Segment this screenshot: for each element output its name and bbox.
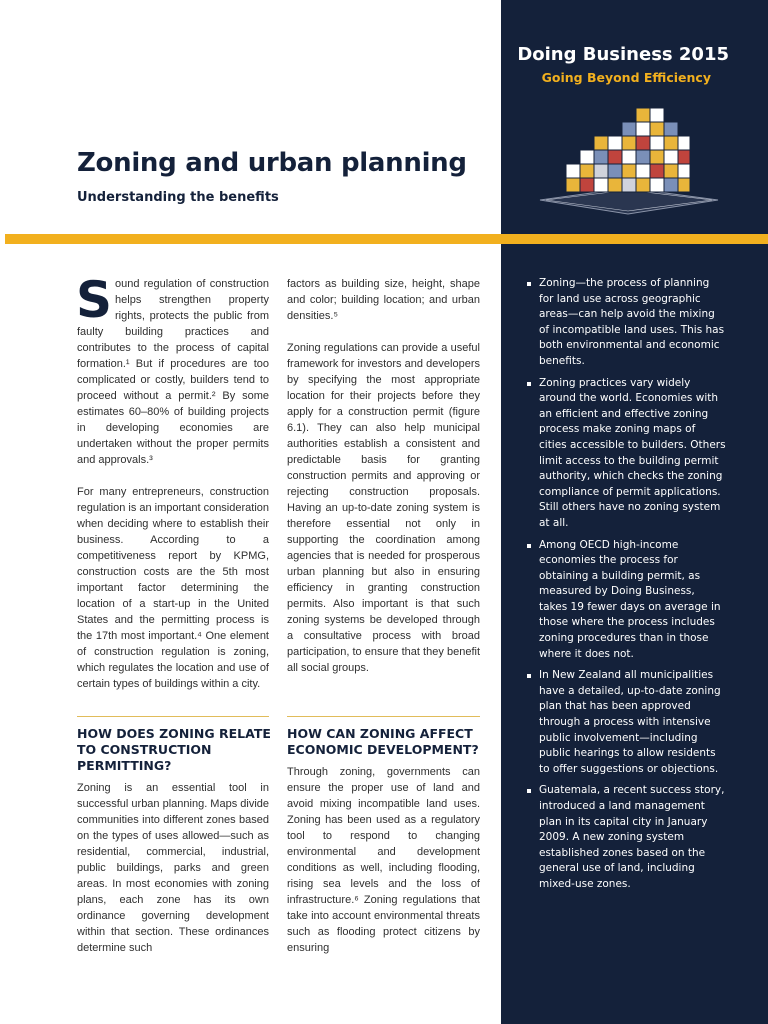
list-item	[526, 783, 726, 892]
body-paragraph: factors as building size, height, shape and color; building location; and urban densities.⁵	[287, 278, 480, 322]
list-item	[526, 276, 726, 370]
list-item	[526, 538, 726, 663]
bullet-icon	[527, 282, 531, 286]
intro-paragraph	[76, 271, 269, 468]
drop-cap: S	[76, 271, 113, 329]
series-subtitle: Going Beyond Efficiency	[541, 70, 711, 85]
bullet-icon	[527, 789, 531, 793]
page-title: Zoning and urban planning	[77, 148, 467, 178]
list-item	[526, 376, 726, 532]
accent-divider	[5, 234, 768, 244]
section-heading-zoning-development: HOW CAN ZONING AFFECT ECONOMIC DEVELOPMENT?	[287, 726, 479, 757]
body-column-left	[76, 271, 270, 708]
section-divider	[287, 716, 480, 717]
body-paragraph: For many entrepreneurs, construction regulation is an important consideration when deciding where to establish their business. According to a competitiveness report by KPMG, construction costs are the 5th most important factor determining the location of a start-up in the United States and the permitting process is the 17th most important.⁴ One element of construction regulation is zoning, which regulates the location and use of certain types of buildings within a city.	[77, 486, 270, 690]
section-heading-zoning-permitting: HOW DOES ZONING RELATE TO CONSTRUCTION PERMITTING?	[77, 726, 271, 773]
page-subtitle: Understanding the benefits	[77, 190, 279, 205]
section-text-zoning-development	[287, 764, 480, 972]
list-item-text: In New Zealand all municipalities have a detailed, up-to-date zoning plan that has been approved through a process with intensive public involvement—including public hearings to allow residents to offer suggestions or objections.	[539, 669, 721, 775]
list-item-text: Zoning—the process of planning for land use across geographic areas—can help avoid the mixing of incompatible land uses. This has both environmental and economic benefits.	[539, 277, 725, 367]
doing-business-logo	[536, 104, 720, 220]
list-item	[526, 668, 726, 777]
key-findings-list	[526, 276, 726, 899]
bullet-icon	[527, 382, 531, 386]
section-divider	[77, 716, 269, 717]
body-paragraph: Zoning regulations can provide a useful framework for investors and developers by specifying the most appropriate location for their projects before they apply for a construction permit (figure 6.1). They can also help municipal authorities establish a consistent and predictable basis for granting construction permits and approving or rejecting construction proposals. Having an up-to-date zoning system is therefore essential not only in supporting the coordination among agencies that is needed for prosperous urban planning but also in ensuring efficiency in granting construction permits. Also important is that such zoning systems be developed through a consultative process with broad participation, to ensure that they benefit all social groups.	[287, 342, 480, 674]
list-item-text: Zoning practices vary widely around the world. Economies with an efficient and effective zoning process make zoning maps of cities accessible to builders. Others limit access to the building permit authority, which checks the zoning compliance of permit applications. Still others have no zoning system at all.	[539, 376, 726, 529]
body-column-middle	[287, 276, 480, 692]
bullet-icon	[527, 674, 531, 678]
list-item-text: Among OECD high-income economies the process for obtaining a building permit, as measured by Doing Business, takes 19 fewer days on average in those where the process includes zoning procedures than in those where it does not.	[539, 538, 721, 660]
intro-text: ound regulation of construction helps strengthen property rights, protects the public from faulty building practices and contributes to the process of capital formation.¹ But if procedures are too complicated or costly, builders tend to proceed without a permit.² By some estimates 60–80% of building projects in developing economies are undertaken without the proper permits and approvals.³	[77, 278, 269, 466]
bullet-icon	[527, 544, 531, 548]
list-item-text: Guatemala, a recent success story, introduced a land management plan in its capital city in January 2009. A new zoning system established zones based on the general use of land, including mixed-use zones.	[539, 784, 725, 890]
body-paragraph: Zoning is an essential tool in successful urban planning. Maps divide communities into different zones based on the types of uses allowed—such as residential, commercial, industrial, public buildings, parks and green areas. In most economies with zoning plans, each zone has its own ordinance governing development within that section. These ordinances determine such	[77, 782, 270, 954]
series-title: Doing Business 2015	[517, 44, 729, 65]
body-paragraph: Through zoning, governments can ensure the proper use of land and avoid mixing incompatible land uses. Zoning has been used as a regulatory tool to respond to changing environmental and development conditions as well, including flooding, rising sea levels and the loss of infrastructure.⁶ Zoning regulations that take into account environmental threats such as flooding protect citizens by ensuring	[287, 766, 480, 954]
section-text-zoning-permitting	[77, 780, 269, 972]
